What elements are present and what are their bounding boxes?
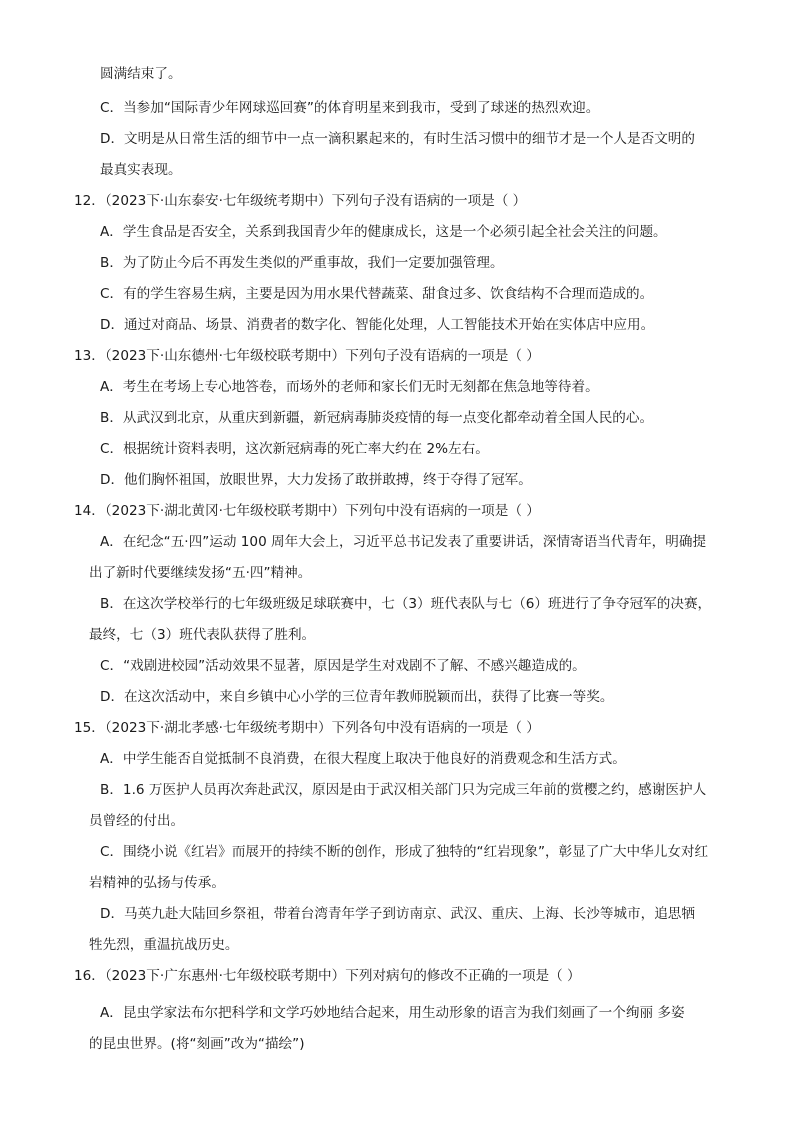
q14-option-d: D．在这次活动中，来自乡镇中心小学的三位青年教师脱颖而出，获得了比赛一等奖。 xyxy=(100,689,614,705)
q14-option-b-continuation: 最终，七（3）班代表队获得了胜利。 xyxy=(89,627,316,643)
q16-option-a: A．昆虫学家法布尔把科学和文学巧妙地结合起来，用生动形象的语言为我们刻画了一个绚丽 多姿 xyxy=(100,1005,685,1021)
q14-stem: 14．（2023下·湖北黄冈·七年级校联考期中）下列句中没有语病的一项是（ ） xyxy=(74,503,540,519)
q13-option-a: A．考生在考场上专心地答卷，而场外的老师和家长们无时无刻都在焦急地等待着。 xyxy=(100,379,599,395)
q13-stem: 13．（2023下·山东德州·七年级校联考期中）下列句子没有语病的一项是（ ） xyxy=(74,348,540,364)
q14-option-c: C．“戏剧进校园”活动效果不显著，原因是学生对戏剧不了解、不感兴趣造成的。 xyxy=(100,658,586,674)
q15-option-a: A．中学生能否自觉抵制不良消费，在很大程度上取决于他良好的消费观念和生活方式。 xyxy=(100,751,626,767)
q15-option-b: B．1.6 万医护人员再次奔赴武汉，原因是由于武汉相关部门只为完成三年前的赏樱之约，感谢医护人 xyxy=(100,782,707,798)
q12-option-d: D．通过对商品、场景、消费者的数字化、智能化处理，人工智能技术开始在实体店中应用。 xyxy=(100,317,655,333)
q15-option-b-continuation: 员曾经的付出。 xyxy=(89,813,185,829)
q15-option-d: D．马英九赴大陆回乡祭祖，带着台湾青年学子到访南京、武汉、重庆、上海、长沙等城市，追思牺 xyxy=(100,906,695,922)
q14-option-a: A．在纪念“五·四”运动 100 周年大会上，习近平总书记发表了重要讲话，深情寄语当代青年，明确提 xyxy=(100,534,707,550)
q14-option-b: B．在这次学校举行的七年级班级足球联赛中，七（3）班代表队与七（6）班进行了争夺冠军的决赛， xyxy=(100,596,712,612)
q16-stem: 16．（2023下·广东惠州·七年级校联考期中）下列对病句的修改不正确的一项是（ ） xyxy=(74,968,581,984)
q15-option-c-continuation: 岩精神的弘扬与传承。 xyxy=(89,875,225,891)
q15-stem: 15．（2023下·湖北孝感·七年级统考期中）下列各句中没有语病的一项是（ ） xyxy=(74,720,540,736)
q13-option-d: D．他们胸怀祖国，放眼世界，大力发扬了敢拼敢搏，终于夺得了冠军。 xyxy=(100,472,532,488)
q11-option-d: D．文明是从日常生活的细节中一点一滴积累起来的，有时生活习惯中的细节才是一个人是否文明的 xyxy=(100,131,695,147)
q16-option-a-continuation: 的昆虫世界。(将“刻画”改为“描绘”) xyxy=(89,1036,305,1052)
q13-option-b: B．从武汉到北京，从重庆到新疆，新冠病毒肺炎疫情的每一点变化都牵动着全国人民的心。 xyxy=(100,410,654,426)
q15-option-d-continuation: 牲先烈，重温抗战历史。 xyxy=(89,937,239,953)
q12-option-a: A．学生食品是否安全，关系到我国青少年的健康成长，这是一个必须引起全社会关注的问题。 xyxy=(100,224,667,240)
q11-continuation-line: 圆满结束了。 xyxy=(100,66,182,82)
q11-option-d-continuation: 最真实表现。 xyxy=(100,162,182,178)
q11-option-c: C．当参加“国际青少年网球巡回赛”的体育明星来到我市，受到了球迷的热烈欢迎。 xyxy=(100,100,600,116)
q12-option-c: C．有的学生容易生病，主要是因为用水果代替蔬菜、甜食过多、饮食结构不合理而造成的。 xyxy=(100,286,654,302)
q13-option-c: C．根据统计资料表明，这次新冠病毒的死亡率大约在 2%左右。 xyxy=(100,441,489,457)
q12-option-b: B．为了防止今后不再发生类似的严重事故，我们一定要加强管理。 xyxy=(100,255,504,271)
q15-option-c: C．围绕小说《红岩》而展开的持续不断的创作，形成了独特的“红岩现象”，彰显了广大中华儿女对红 xyxy=(100,844,709,860)
q14-option-a-continuation: 出了新时代要继续发扬“五·四”精神。 xyxy=(89,565,312,581)
q12-stem: 12．（2023下·山东泰安·七年级统考期中）下列句子没有语病的一项是（ ） xyxy=(74,193,527,209)
